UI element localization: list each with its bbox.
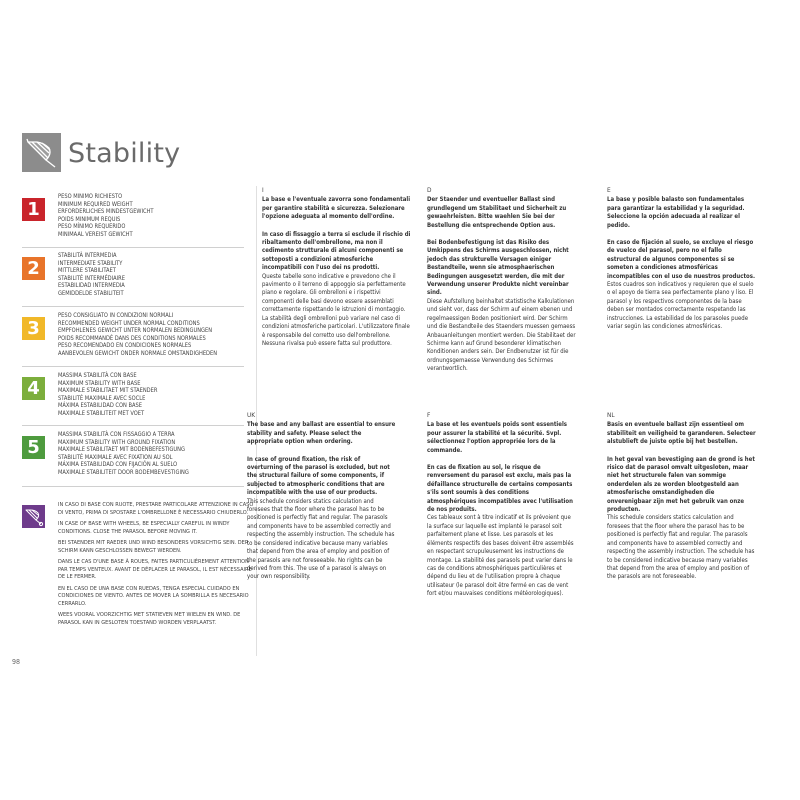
- level-5-text: MASSIMA STABILITÀ CON FISSAGGIO A TERRA MAXIMUM STABILITY WITH GROUND FIXATION MAXIMALE STABILITAET MIT BODENBEFESTIGUNG STABILITÉ MAXIMALE AVEC FIXATION AU SOL MÁXIMA ESTABILIDAD CON FIJACIÓN AL SUELO MAXIMALE STABILITEIT DOOR BODEMBEVESTIGING: [58, 432, 189, 476]
- divider: [22, 247, 244, 248]
- divider: [22, 486, 244, 487]
- column-spanish: E La base y posible balasto son fundamentales para garantizar la estabilidad y la seguridad. Seleccione la opción adecuada al realizar el pedido. En caso de fijación al suelo, se excluye el riesgo de vuelco del parasol, pero no el fallo estructural de algunos componentes si se someten a condiciones atmosféricas incompatibles con el uso de nuestros productos. Estos cuadros son indicativos y requieren que el suelo o el apoyo de tierra sea perfectamente plano y liso. El parasol y los respectivos componentes de la base deben ser montados correctamente respetando las instrucciones. La estabilidad de los parasoles puede variar según las condiciones atmosféricas.: [607, 186, 756, 331]
- lang-code: NL: [607, 411, 615, 419]
- page-number: 98: [12, 658, 21, 666]
- level-4-text: MASSIMA STABILITÀ CON BASE MAXIMUM STABILITY WITH BASE MAXIMALE STABILITAET MIT STAENDER STABILITÉ MAXIMALE AVEC SOCLE MÁXIMA ESTABILIDAD CON BASE MAXIMALE STABILITEIT MET VOET: [58, 373, 158, 417]
- divider: [22, 366, 244, 367]
- level-3-badge: 3: [22, 317, 45, 340]
- lang-code: E: [607, 186, 611, 194]
- column-italian: I La base e l'eventuale zavorra sono fondamentali per garantire stabilità e sicurezza. Selezionare l'opzione adeguata al momento dell'ordine. In caso di fissaggio a terra si esclude il rischio di ribaltamento dell'ombrellone, ma non il cedimento strutturale di alcuni componenti se sottoposti a condizioni atmosferiche incompatibili con l'uso dei ns prodotti. Queste tabelle sono indicative e prevedono che il pavimento o il terreno di appoggio sia perfettamente piano e regolare. Gli ombrelloni e i rispettivi componenti delle basi devono essere assemblati correttamente rispettando le istruzioni di montaggio. La stabilità degli ombrelloni può variare nel caso di condizioni atmosferiche particolari. L'utilizzatore finale è responsabile del corretto uso dell'ombrellone. Nessuna rivalsa può essere fatta sul produttore.: [262, 186, 411, 347]
- column-english: UK The base and any ballast are essential to ensure stability and safety. Please select the appropriate option when ordering. In case of ground fixation, the risk of overturning of the parasol is excluded, but not the structural failure of some components, if subjected to atmospheric conditions that are incompatible with the use of our products. This schedule considers statics calculation and foresees that the floor where the parasol has to be positioned is perfectly flat and regular. The parasols and components have to be assembled correctly and respecting the assembly instruction. The schedule has to be considered indicative because many variables that depend from the area of employ and position of the parasols are not foreseeable. No rights can be derived from this. The use of a parasol is always on your own responsibility.: [247, 411, 396, 581]
- wheels-de: BEI STAENDER MIT RAEDER UND WIND BESONDERS VORSICHTIG SEIN. DER SCHIRM KANN GESCHLOSSEN BEWEGT WERDEN.: [58, 540, 249, 554]
- level-4-badge: 4: [22, 377, 45, 400]
- wheels-fr: DANS LE CAS D'UNE BASE À ROUES, FAITES PARTICULIÈREMENT ATTENTION PAR TEMPS VENTEUX. AVANT DE DÉPLACER LE PARASOL, IL EST NÉCESSAIRE DE LE FERMER.: [58, 559, 252, 580]
- level-3-text: PESO CONSIGLIATO IN CONDIZIONI NORMALI RECOMMENDED WEIGHT UNDER NORMAL CONDITIONS EMPFOHLENES GEWICHT UNTER NORMALEN BEDINGUNGEN POIDS RECOMMANDÉ DANS DES CONDITIONS NORMALES PESO RECOMENDADO EN CONDICIONES NORMALES AANBEVOLEN GEWICHT ONDER NORMALE OMSTANDIGHEDEN: [58, 313, 218, 357]
- wheels-it: IN CASO DI BASE CON RUOTE, PRESTARE PARTICOLARE ATTENZIONE IN CASO DI VENTO, PRIMA DI SPOSTARE L'OMBRELLONE È NECESSARIO CHIUDERLO.: [58, 502, 254, 516]
- level-2-badge: 2: [22, 257, 45, 280]
- parasol-logo-icon: [22, 133, 61, 172]
- lang-code: F: [427, 411, 431, 419]
- parasol-wheel-icon: [22, 505, 45, 528]
- wheels-nl: WEES VOORAL VOORZICHTIG MET STATIEVEN MET WIELEN EN WIND. DE PARASOL KAN IN GESLOTEN TOESTAND WORDEN VERPLAATST.: [58, 612, 241, 626]
- divider: [22, 306, 244, 307]
- lang-code: D: [427, 186, 432, 194]
- wheels-warning: [58, 502, 258, 631]
- column-french: F La base et les eventuels poids sont essentiels pour assurer la stabilité et la sécurité. Svpl. sélectionnez l'option appropriée lors de la commande. En cas de fixation au sol, le risque de renversement du parasol est exclu, mais pas la défaillance structurelle de certains composants s'ils sont soumis à des conditions atmosphériques incompatibles avec l'utilisation de nos produits. Ces tableaux sont à titre indicatif et ils prévoient que la surface sur laquelle est implanté le parasol soit parfaitement plane et lisse. Les parasols et les éléments respectifs des bases doivent être assemblés en respectant scrupuleusement les instructions de montage. La stabilité des parasols peut varier dans le cas de conditions atmosphériques particulières et dépend du lieu et de l'utilisation propre à chaque utilisateur (le parasol doit être fermé en cas de vent fort et/ou mauvaises conditions météorologiques).: [427, 411, 577, 608]
- column-german: D Der Staender und eventueller Ballast sind grundlegend um Stabilitaet und Sicherheit zu gewaehrleisten. Bitte waehlen Sie bei der Bestellung die entsprechende Option aus. Bei Bodenbefestigung ist das Risiko des Umkippens des Schirms ausgeschlossen, nicht jedoch das strukturelle Versagen einiger Bestandteile, wenn sie atmosphaerischen Bedingungen ausgesetzt werden, die mit der Verwendung unserer Produkte nicht vereinbar sind. Diese Aufstellung beinhaltet statistische Kalkulationen und sieht vor, dass der Schirm auf einem ebenen und regelmaessigen Boden positioniert wird. Der Schirm und die Bestandteile des Staenders muessen gemaess Anbauanleitungen montiert werden. Die Stabilitaet der Schirme kann auf Grund besonderer klimatischen Konditionen anders sein. Der Endbenutzer ist für die ordnungsgemaesse Verwendung des Schirmes verantwortlich.: [427, 186, 576, 373]
- level-1-text: PESO MINIMO RICHIESTO MINIMUM REQUIRED WEIGHT ERFORDERLICHES MINDESTGEWICHT POIDS MINIMUM REQUIS PESO MÍNIMO REQUERIDO MINIMAAL VEREIST GEWICHT: [58, 194, 154, 238]
- wheels-es: EN EL CASO DE UNA BASE CON RUEDAS, TENGA ESPECIAL CUIDADO EN CONDICIONES DE VIENTO. ANTES DE MOVER LA SOMBRILLA ES NECESARIO CERRARLO.: [58, 585, 249, 607]
- column-dutch: NL Basis en eventuele ballast zijn essentieel om stabiliteit en veiligheid te garanderen. Selecteer alstublieft de juiste optie bij het bestellen. In het geval van bevestiging aan de grond is het risico dat de parasol omvalt uitgesloten, maar niet het structurele falen van sommige onderdelen als ze worden blootgesteld aan atmosferische omstandigheden die onverenigbaar zijn met het gebruik van onze producten. This schedule considers statics calculation and foresees that the floor where the parasol has to be positioned is perfectly flat and regular. The parasols and components have to assembled correctly and respecting the assembly instruction. The schedule has to be considered indicative because many variables that depend from the area of employ and position of the parasols are not foreseeable.: [607, 411, 756, 581]
- level-5-badge: 5: [22, 436, 45, 459]
- wheels-uk: IN CASE OF BASE WITH WHEELS, BE ESPECIALLY CAREFUL IN WINDY CONDITIONS. CLOSE THE PARASOL BEFORE MOVING IT.: [58, 521, 230, 535]
- divider: [22, 425, 244, 426]
- level-2-text: STABILITÀ INTERMEDIA INTERMEDIATE STABILITY MITTLERE STABILITAET STABILITÉ INTERMÉDIAIRE ESTABILIDAD INTERMEDIA GEMIDDELDE STABILITEIT: [58, 253, 125, 297]
- lang-code: UK: [247, 411, 256, 419]
- level-1-badge: 1: [22, 198, 45, 221]
- page-title: Stability: [68, 138, 181, 169]
- lang-code: I: [262, 186, 264, 194]
